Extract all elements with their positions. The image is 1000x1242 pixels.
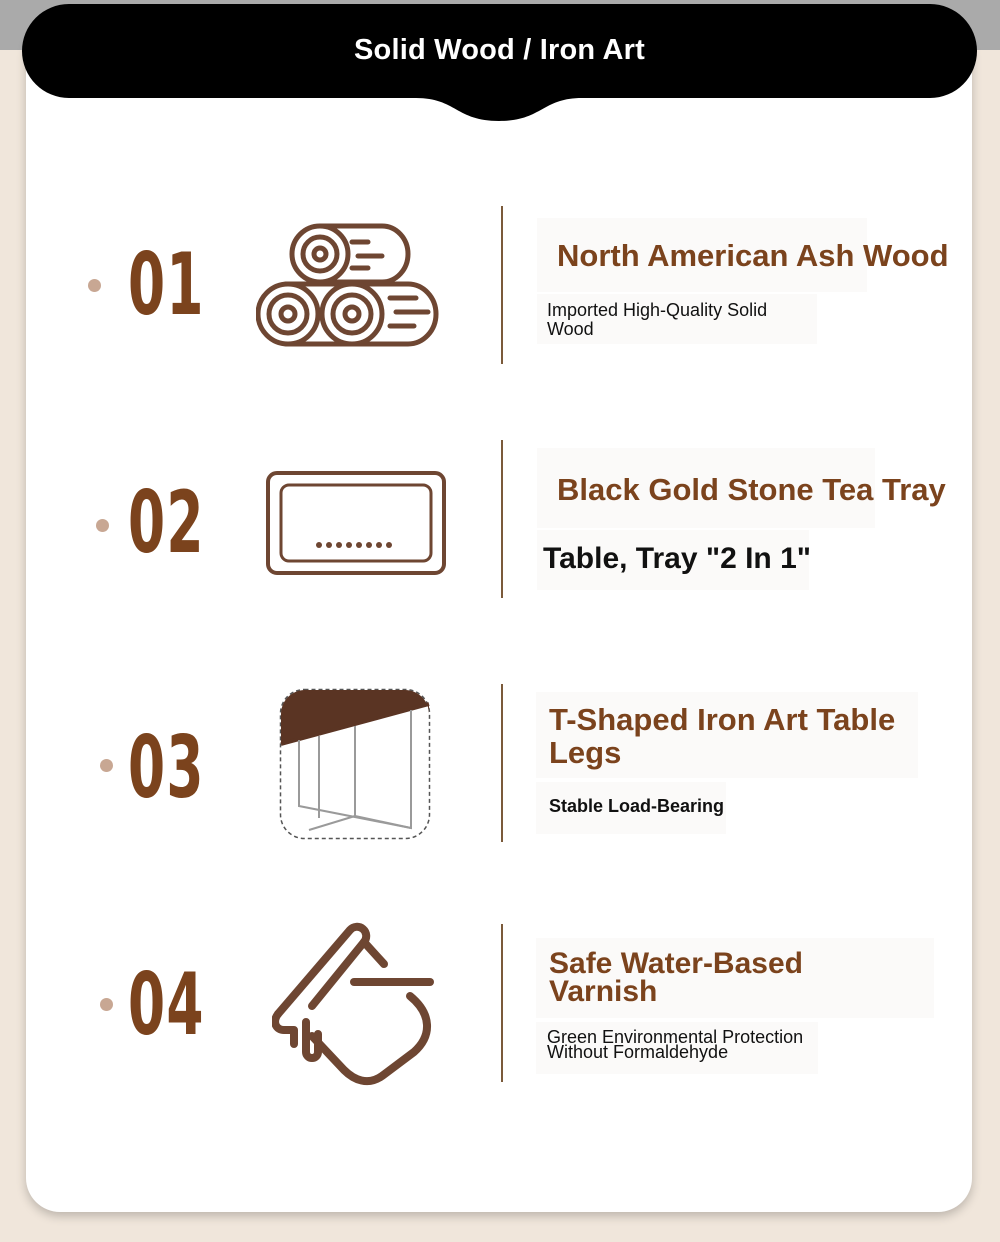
feature-number: 02 [128,473,205,573]
feature-number: 03 [128,718,205,818]
stone-tray-icon [265,470,447,581]
feature-subtitle: Table, Tray "2 In 1" [543,542,811,575]
divider-line [501,924,503,1082]
divider-line [501,440,503,598]
bullet-dot [96,519,109,532]
feature-title: Black Gold Stone Tea Tray [557,472,946,507]
feature-title: North American Ash Wood [557,238,949,273]
bullet-dot [88,279,101,292]
divider-line [501,684,503,842]
feature-subtitle: Stable Load-Bearing [549,796,725,816]
divider-line [501,206,503,364]
bullet-dot [100,759,113,772]
page-title: Solid Wood / Iron Art [354,34,645,66]
wood-logs-icon [256,222,444,355]
feature-title: Safe Water-Based Varnish [549,947,803,1008]
feature-subtitle: Imported High-Quality Solid Wood [547,300,768,339]
feature-number: 01 [128,235,205,335]
header-banner [22,4,977,122]
t-shaped-legs-icon [279,688,431,845]
feature-number: 04 [128,955,205,1055]
varnish-paint-bucket-icon [272,920,438,1091]
feature-title: T-Shaped Iron Art Table Legs [549,702,896,770]
feature-subtitle: Green Environmental Protection Without Formaldehyde [547,1027,804,1063]
bullet-dot [100,998,113,1011]
